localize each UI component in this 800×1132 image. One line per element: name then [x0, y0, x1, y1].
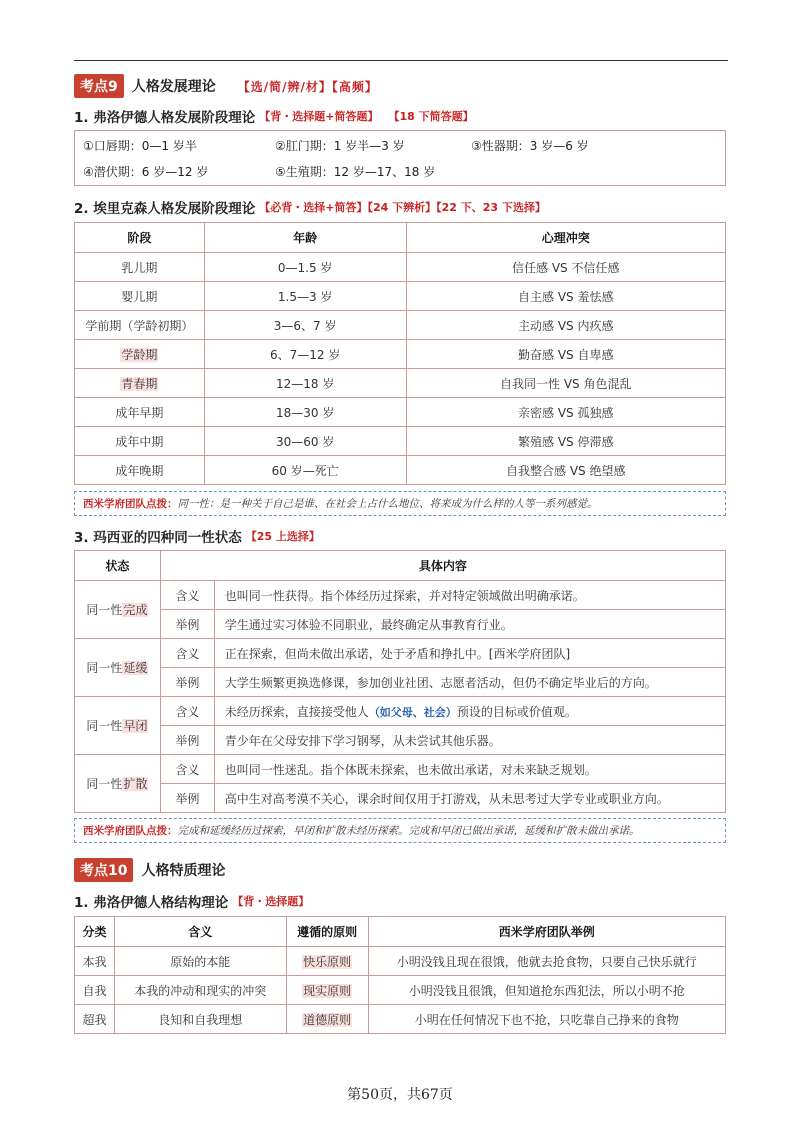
stage-cell: [75, 369, 205, 398]
subheading-freud-stages: [74, 106, 474, 126]
type-cell: 自我: [75, 976, 115, 1005]
section-badges: 【选/简/辨/材】【高频】: [237, 79, 378, 94]
tip-label: 西米学府团队点拨：: [83, 825, 178, 837]
marcia-table: [74, 550, 726, 813]
principle-cell: [286, 1005, 368, 1034]
age-cell: 1.5—3 岁: [204, 282, 406, 311]
highlight: 延缓: [123, 661, 148, 675]
principle-cell: [286, 947, 368, 976]
header-cell: 状态: [75, 551, 161, 581]
page-number: 第50页，共67页: [347, 1087, 453, 1103]
meaning-cell: 原始的本能: [114, 947, 286, 976]
header-cell: 年龄: [204, 223, 406, 253]
highlight: 完成: [123, 603, 148, 617]
stage-cell: 成年晚期: [75, 456, 205, 485]
type-cell: 超我: [75, 1005, 115, 1034]
status-prefix: 同一性: [86, 661, 123, 675]
label-cell: 举例: [160, 668, 214, 697]
subheading-badge: 【必背・选择+简答】【24 下辨析】【22 下、23 下选择】: [259, 201, 546, 214]
age-cell: 6、7—12 岁: [204, 340, 406, 369]
status-cell: [75, 755, 161, 813]
type-cell: 本我: [75, 947, 115, 976]
content-cell: 也叫同一性获得。指个体经历过探索，并对特定领域做出明确承诺。: [214, 581, 725, 610]
label-cell: 含义: [160, 581, 214, 610]
header-cell: 分类: [75, 917, 115, 947]
emphasis-text: （如父母、社会）: [368, 705, 457, 719]
conflict-cell: 自我整合感 VS 绝望感: [406, 456, 726, 485]
header-cell: 具体内容: [160, 551, 725, 581]
header-cell: 西米学府团队举例: [368, 917, 725, 947]
highlight: 早闭: [123, 719, 148, 733]
stage-cell: 成年早期: [75, 398, 205, 427]
status-prefix: 同一性: [86, 719, 123, 733]
stage-cell: 乳儿期: [75, 253, 205, 282]
label-cell: 举例: [160, 784, 214, 813]
section-title: 人格发展理论: [131, 79, 216, 95]
tip-text: 同一性：是一种关于自己是谁、在社会上占什么地位、将来成为什么样的人等一系列感觉。: [177, 498, 598, 510]
conflict-cell: 亲密感 VS 孤独感: [406, 398, 726, 427]
subheading-text: 3. 玛西亚的四种同一性状态: [74, 530, 242, 546]
highlight: 现实原则: [303, 983, 352, 998]
status-prefix: 同一性: [86, 603, 123, 617]
tip-note: [74, 818, 726, 843]
highlight: 学龄期: [121, 347, 158, 362]
header-cell: 遵循的原则: [286, 917, 368, 947]
highlight: 道德原则: [303, 1012, 352, 1027]
highlight: 扩散: [123, 777, 148, 791]
structure-table: [74, 916, 726, 1034]
subheading-structure: [74, 891, 309, 911]
principle-cell: [286, 976, 368, 1005]
content-cell: 青少年在父母安排下学习钢琴，从未尝试其他乐器。: [214, 726, 725, 755]
subheading-text: 2. 埃里克森人格发展阶段理论: [74, 201, 256, 217]
table-row: [75, 369, 726, 398]
conflict-cell: 主动感 VS 内疚感: [406, 311, 726, 340]
table-row: [75, 311, 726, 340]
subheading-marcia: [74, 526, 320, 546]
stage-item: ⑤生殖期：12 岁—17、18 岁: [275, 165, 436, 179]
label-cell: 含义: [160, 639, 214, 668]
subheading-badge: 【25 上选择】: [245, 530, 320, 543]
label-cell: 含义: [160, 697, 214, 726]
highlight: 快乐原则: [303, 954, 352, 969]
age-cell: 0—1.5 岁: [204, 253, 406, 282]
table-row: [75, 456, 726, 485]
example-cell: 小明没钱且很饿，但知道抢东西犯法，所以小明不抢: [368, 976, 725, 1005]
conflict-cell: 信任感 VS 不信任感: [406, 253, 726, 282]
status-cell: [75, 581, 161, 639]
subheading-text: 1. 弗洛伊德人格发展阶段理论: [74, 110, 256, 126]
age-cell: 60 岁—死亡: [204, 456, 406, 485]
age-cell: 12—18 岁: [204, 369, 406, 398]
age-cell: 18—30 岁: [204, 398, 406, 427]
subheading-badge: 【背・选择题+简答题】: [259, 110, 379, 123]
status-prefix: 同一性: [86, 777, 123, 791]
content-cell: 正在探索，但尚未做出承诺，处于矛盾和挣扎中。[西米学府团队]: [214, 639, 725, 668]
tip-text: 完成和延缓经历过探索，早闭和扩散未经历探索。完成和早闭已做出承诺，延缓和扩散未做出承诺。: [177, 825, 640, 837]
tip-note: [74, 491, 726, 516]
subheading-badge: 【背・选择题】: [232, 895, 310, 908]
stage-cell: 成年中期: [75, 427, 205, 456]
section-10-header: [74, 858, 225, 882]
table-row: [75, 282, 726, 311]
header-cell: 含义: [114, 917, 286, 947]
status-cell: [75, 639, 161, 697]
label-cell: 举例: [160, 610, 214, 639]
conflict-cell: 自我同一性 VS 角色混乱: [406, 369, 726, 398]
conflict-cell: 勤奋感 VS 自卑感: [406, 340, 726, 369]
stage-item: ①口唇期：0—1 岁半: [83, 139, 197, 153]
example-cell: 小明没钱且现在很饿，他就去抢食物，只要自己快乐就行: [368, 947, 725, 976]
subheading-erikson: [74, 197, 546, 217]
example-cell: 小明在任何情况下也不抢，只吃靠自己挣来的食物: [368, 1005, 725, 1034]
table-row: [75, 976, 726, 1005]
status-cell: [75, 697, 161, 755]
section-tag: 考点9: [74, 74, 124, 98]
section-tag: 考点10: [74, 858, 133, 882]
meaning-cell: 本我的冲动和现实的冲突: [114, 976, 286, 1005]
table-row: [75, 947, 726, 976]
table-row: [75, 427, 726, 456]
stage-cell: 学前期（学龄初期）: [75, 311, 205, 340]
content-cell: 学生通过实习体验不同职业，最终确定从事教育行业。: [214, 610, 725, 639]
section-title: 人格特质理论: [141, 863, 226, 879]
content-cell: 高中生对高考漠不关心，课余时间仅用于打游戏，从未思考过大学专业或职业方向。: [214, 784, 725, 813]
table-row: [75, 340, 726, 369]
subheading-text: 1. 弗洛伊德人格结构理论: [74, 895, 229, 911]
tip-label: 西米学府团队点拨：: [83, 498, 178, 510]
content-cell: 大学生频繁更换选修课，参加创业社团、志愿者活动，但仍不确定毕业后的方向。: [214, 668, 725, 697]
conflict-cell: 繁殖感 VS 停滞感: [406, 427, 726, 456]
content-text: 未经历探索，直接接受他人: [224, 704, 369, 719]
stage-item: ④潜伏期：6 岁—12 岁: [83, 165, 209, 179]
header-cell: 阶段: [75, 223, 205, 253]
top-rule: [74, 60, 728, 61]
content-text: 预设的目标或价值观。: [456, 704, 577, 719]
meaning-cell: 良知和自我理想: [114, 1005, 286, 1034]
header-cell: 心理冲突: [406, 223, 726, 253]
table-row: [75, 1005, 726, 1034]
section-9-header: [74, 74, 378, 98]
table-row: [75, 398, 726, 427]
stage-item: ②肛门期：1 岁半—3 岁: [275, 139, 405, 153]
label-cell: 含义: [160, 755, 214, 784]
subheading-badge: 【18 下简答题】: [388, 110, 474, 123]
erikson-table: [74, 222, 726, 485]
stage-item: ③性器期：3 岁—6 岁: [471, 139, 589, 153]
stage-cell: [75, 340, 205, 369]
freud-stages-box: [74, 130, 726, 186]
conflict-cell: 自主感 VS 羞怯感: [406, 282, 726, 311]
age-cell: 30—60 岁: [204, 427, 406, 456]
label-cell: 举例: [160, 726, 214, 755]
stage-cell: 婴儿期: [75, 282, 205, 311]
highlight: 青春期: [121, 376, 158, 391]
content-cell: [214, 697, 725, 726]
content-cell: 也叫同一性迷乱。指个体既未探索，也未做出承诺，对未来缺乏规划。: [214, 755, 725, 784]
age-cell: 3—6、7 岁: [204, 311, 406, 340]
table-row: [75, 253, 726, 282]
